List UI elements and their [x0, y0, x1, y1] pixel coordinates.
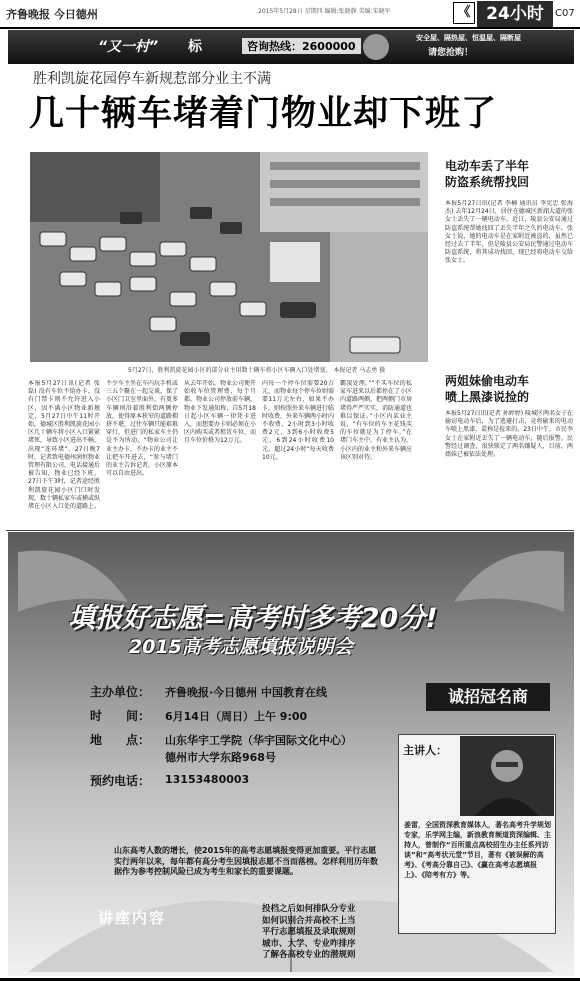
header-rule: [0, 27, 580, 29]
lecture-title: 讲座内容: [98, 909, 167, 927]
article-column: 本报5月27日讯(记者 张磊) 没有车位不给办卡，没有门禁卡则不允许进入小区，因不满小区物业新规定，5月27日中午11时开始，德城区胜利凯旋花园小区几十辆车将小区入口紧紧堵死，导致小区进出不畅，出现“连环堵”。27日晚7时，记者致电德州润恒物业管理有限公司，电话接通后被告知，物业已经下班。27日下午3时，记者途经胜利凯旋花园小区门口时发现，数十辆私家车或横或纵堵在小区入口处的道路上。: [28, 380, 100, 510]
article-photo: [30, 152, 428, 362]
place-label: 地 点：: [90, 733, 151, 747]
phone-value: 13153480003: [165, 773, 250, 786]
banner-cta: 请您抢购！: [428, 48, 474, 58]
page-number: C07: [555, 8, 575, 19]
newspaper-brand: 齐鲁晚报 今日德州: [6, 8, 98, 21]
time-value: 6月14日（周日）上午 9:00: [165, 710, 308, 723]
article-subtitle: 胜利凯旋花园停车新规惹部分业主不满: [33, 71, 271, 87]
article-column: 内每一个停车位需要20万元，而物业每个停车位则需要11万元左右，如果不办卡，则按照外来车辆进行临时收费，外来车辆两小时内不收费，2小时到3小时收费2元，3到6小时收费5元，6到24小时收费10元，超过24小时“每天收费10元。: [262, 380, 334, 461]
speaker-label: 主讲人：: [403, 744, 447, 757]
speaker-bio: 姜雷，全国资深教育媒体人，著名高考升学规划专家，乐学网主编，新浪教育频道资深编辑、主持人，曾制作“百所重点高校招生办主任系列访谈”和“高考状元堂”节目，著有《被误解的高考》、《考高分靠自己》、《赢在高考志愿填报上》、《陪考有方》等。: [404, 821, 551, 879]
side-story-2-headline: 两姐妹偷电动车 喷上黑漆说捡的: [445, 374, 530, 404]
article-body: [28, 380, 438, 510]
banner-avatar: [363, 34, 389, 60]
banner-brand-tail: 标: [188, 39, 202, 55]
lecture-points: 投档之后如何排队分专业 如何识别合并高校不上当 平行志愿填报及录取规则 城市、大学、专业咋排序 了解各高校专业的潜规则: [262, 904, 356, 960]
time-label: 时 间：: [90, 709, 151, 723]
chevron-left-icon: 《: [453, 2, 475, 24]
section-title: 24小时: [477, 1, 553, 27]
speaker-photo: [460, 736, 554, 816]
photo-caption: 5月27日，胜利凯旋花园小区的部分业主用数十辆车将小区车辆入口处堵塞。 本报记者 马志勇 摄: [128, 367, 386, 374]
ad-title: 2015高考志愿填报说明会: [129, 636, 353, 658]
parking-lot-photo-illustration: [30, 152, 428, 362]
edition-meta: 2015年5月28日 星期四 编辑:张晓静 美编:宋晓军: [258, 8, 391, 15]
place-value: 山东华宇工学院（华宇国际文化中心）: [165, 734, 352, 747]
phone-label: 预约电话：: [90, 774, 151, 788]
article-headline: 几十辆车堵着门物业却下班了: [29, 94, 498, 134]
side-story-1-body: 本报5月27日讯(记者 李楠 通讯员 李宪忠 张海杰) 去年12月24日，居住在德城区新湖大道的张女士丢失了一辆电动车，近日，陵县公安局通过防盗系统帮她找回了丢失半年之久的电动车。张女士说，她的电动车是在家附近被盗的，虽然已经过去了半年，但是陵县公安局民警通过电动车防盗系统，将其成功找回，现已经将电动车交给张女士。: [445, 200, 573, 265]
top-banner-ad: [8, 30, 574, 64]
side-story-1-headline: 电动车丢了半年 防盗系统帮找回: [445, 159, 530, 189]
ad-intro: 山东高考人数的增长，使2015年的高考志愿填报变得更加重要。平行志愿实行两年以来，每年都有高分考生因填报志愿不当而落榜。怎样利用历年数据作为参考控制风险已成为考生和家长的重要课题。: [114, 846, 378, 876]
sponsor-badge: 诚招冠名商: [426, 683, 550, 711]
ad-slogan: 填报好志愿=高考时多考20分!: [68, 603, 438, 634]
section-divider: [6, 530, 574, 531]
banner-side-text: 安全屋、隔热屋、恒温屋、隔断屋: [416, 34, 521, 42]
article-column: 霸凌处理。”“不买车位的私家车进来以后都停在了小区内道路两侧，把两侧门市房堵得严严实实，消防通道也难以保证。”小区内某业主说，“有车位的车主花钱买的车位就是为了停车。”在堵门车主中，有业主认为，小区内的业主和外来车辆应该区别对待。: [340, 380, 412, 461]
host-value: 齐鲁晚报·今日德州 中国教育在线: [165, 686, 328, 699]
banner-slogan: “又一村”: [98, 39, 159, 55]
place-value-2: 德州市大学东路968号: [165, 751, 276, 764]
speaker-portrait: [460, 736, 554, 816]
side-story-2-body: 本报5月27日讯(记者 孙婷婷) 陵城区两名女子在偷窃电动车后，为了逃避打击，竟将偷来的电动车喷上黑漆，谎称是捡来的。23日中午，市民李女士在家附近丢失了一辆电动车，随后报警。民警经过调查，很快锁定了两名嫌疑人，目前，两姐妹已被依法处理。: [445, 410, 573, 459]
article-column: 不少车主坐在车内玩手机或三五个聚在一起交谈，保了小区门卫室里面外，有更多车辆则沿着胜利街两侧停放，使得原本狭窄的道路拥挤不堪，过往车辆只能艰难穿行，但进门的私家车主仍是不为所动。“物业公司让业主办卡，不办卡的业主不让把车开进去，“参与堵门的业主告诉记者，小区原本可以自由进出。: [106, 380, 178, 478]
banner-contact: 咨询热线：2600000: [242, 38, 361, 54]
article-column: 从去年开始，物业公司便开始收车位管理费，每个月都，物业公司停放前车辆，物业下发通知称，自5月18日起小区车辆一律凭卡进入，而想要办卡则必须在小区内购买或者租赁车位，而且车位价格为12万元。: [184, 380, 256, 445]
host-label: 主办单位：: [90, 685, 151, 699]
